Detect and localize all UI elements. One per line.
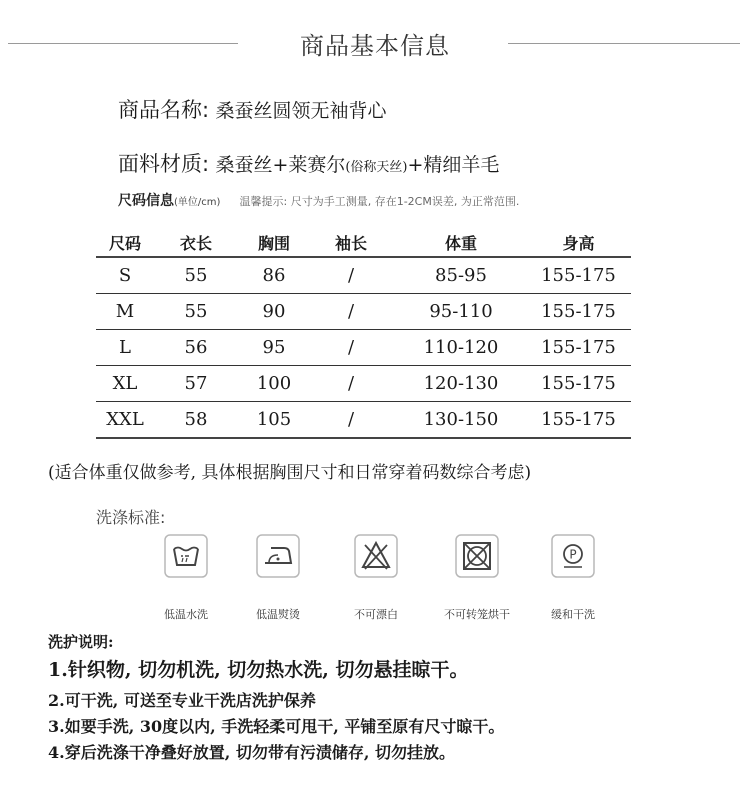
table-cell: 120-130 bbox=[423, 373, 499, 394]
table-cell: 55 bbox=[184, 265, 208, 286]
table-cell: 155-175 bbox=[541, 373, 616, 394]
table-cell: 95-110 bbox=[429, 301, 493, 322]
table-row bbox=[96, 330, 631, 365]
table-header-cell: 身高 bbox=[562, 233, 595, 253]
weight-note: (适合体重仅做参考, 具体根据胸围尺寸和日常穿着码数综合考虑) bbox=[48, 463, 532, 483]
fabric-value-extra: +精细羊毛 bbox=[407, 154, 500, 176]
product-name-row bbox=[118, 94, 386, 124]
gentle-dry-clean-label: 缓和干洗 bbox=[551, 608, 595, 621]
care-item: 2.可干洗, 可送至专业干洗店洗护保养 bbox=[48, 691, 316, 710]
care-title: 洗护说明: bbox=[48, 633, 114, 651]
table-header-cell: 袖长 bbox=[334, 233, 367, 253]
product-name-value: 桑蚕丝圆领无袖背心 bbox=[215, 100, 387, 122]
low-temp-wash-label: 低温水洗 bbox=[164, 608, 208, 621]
table-cell: 100 bbox=[256, 373, 292, 394]
care-item: 1.针织物, 切勿机洗, 切勿热水洗, 切勿悬挂晾干。 bbox=[48, 659, 469, 681]
product-name-label: 商品名称: bbox=[118, 98, 210, 122]
table-cell: 155-175 bbox=[541, 265, 616, 286]
no-bleach-icon bbox=[354, 534, 398, 578]
table-cell: 155-175 bbox=[541, 337, 616, 358]
low-temp-iron-label: 低温熨烫 bbox=[256, 608, 300, 621]
table-cell: / bbox=[347, 301, 355, 322]
low-temp-iron-icon bbox=[256, 534, 300, 578]
size-info-title: 尺码信息 bbox=[118, 193, 174, 209]
table-cell: 56 bbox=[184, 337, 208, 358]
table-cell: / bbox=[347, 409, 355, 430]
page-title: 商品基本信息 bbox=[300, 32, 450, 60]
svg-text:P: P bbox=[569, 547, 577, 562]
size-info-note bbox=[118, 190, 519, 210]
table-row bbox=[96, 294, 631, 329]
table-cell: / bbox=[347, 265, 355, 286]
table-cell: 57 bbox=[184, 373, 208, 394]
table-header-cell: 体重 bbox=[444, 233, 477, 253]
table-cell: M bbox=[115, 301, 135, 322]
table-cell: 130-150 bbox=[423, 409, 499, 430]
table-cell: 110-120 bbox=[423, 337, 499, 358]
fabric-value-main: 桑蚕丝+莱赛尔 bbox=[215, 154, 346, 176]
table-cell: S bbox=[118, 265, 132, 286]
gentle-dry-clean-icon bbox=[551, 534, 595, 578]
table-cell: XXL bbox=[106, 409, 144, 430]
table-cell: XL bbox=[112, 373, 138, 394]
table-cell: 90 bbox=[262, 301, 286, 322]
table-header-cell: 衣长 bbox=[179, 233, 212, 253]
care-item: 4.穿后洗涤干净叠好放置, 切勿带有污渍储存, 切勿挂放。 bbox=[48, 743, 455, 762]
table-cell: 85-95 bbox=[435, 265, 487, 286]
no-bleach-label: 不可漂白 bbox=[354, 608, 398, 621]
table-header-cell: 胸围 bbox=[257, 233, 290, 253]
wash-standard-title: 洗涤标准: bbox=[96, 508, 166, 527]
table-cell: 155-175 bbox=[541, 301, 616, 322]
table-cell: / bbox=[347, 337, 355, 358]
table-cell: 58 bbox=[184, 409, 208, 430]
table-row bbox=[96, 258, 631, 293]
table-cell: 55 bbox=[184, 301, 208, 322]
header-divider-right bbox=[508, 43, 740, 44]
size-table bbox=[96, 228, 631, 439]
table-divider bbox=[96, 437, 631, 439]
no-tumble-dry-label: 不可转笼烘干 bbox=[444, 608, 510, 621]
table-cell: 105 bbox=[256, 409, 292, 430]
table-cell: L bbox=[119, 337, 131, 358]
no-tumble-dry-icon bbox=[455, 534, 499, 578]
table-header-row bbox=[96, 228, 631, 256]
fabric-label: 面料材质: bbox=[118, 152, 210, 176]
section-header bbox=[0, 22, 750, 62]
table-row bbox=[96, 402, 631, 437]
table-cell: 86 bbox=[262, 265, 286, 286]
size-info-tip: 温馨提示: 尺寸为手工测量, 存在1-2CM误差, 为正常范围. bbox=[239, 195, 520, 208]
fabric-row bbox=[118, 148, 499, 178]
size-info-unit: (单位/cm) bbox=[174, 197, 221, 208]
low-temp-wash-icon bbox=[164, 534, 208, 578]
table-row bbox=[96, 366, 631, 401]
fabric-value-note: (俗称天丝) bbox=[345, 160, 408, 175]
care-item: 3.如要手洗, 30度以内, 手洗轻柔可甩干, 平铺至原有尺寸晾干。 bbox=[48, 717, 505, 736]
table-cell: 95 bbox=[262, 337, 286, 358]
table-cell: / bbox=[347, 373, 355, 394]
table-cell: 155-175 bbox=[541, 409, 616, 430]
table-header-cell: 尺码 bbox=[108, 233, 141, 253]
